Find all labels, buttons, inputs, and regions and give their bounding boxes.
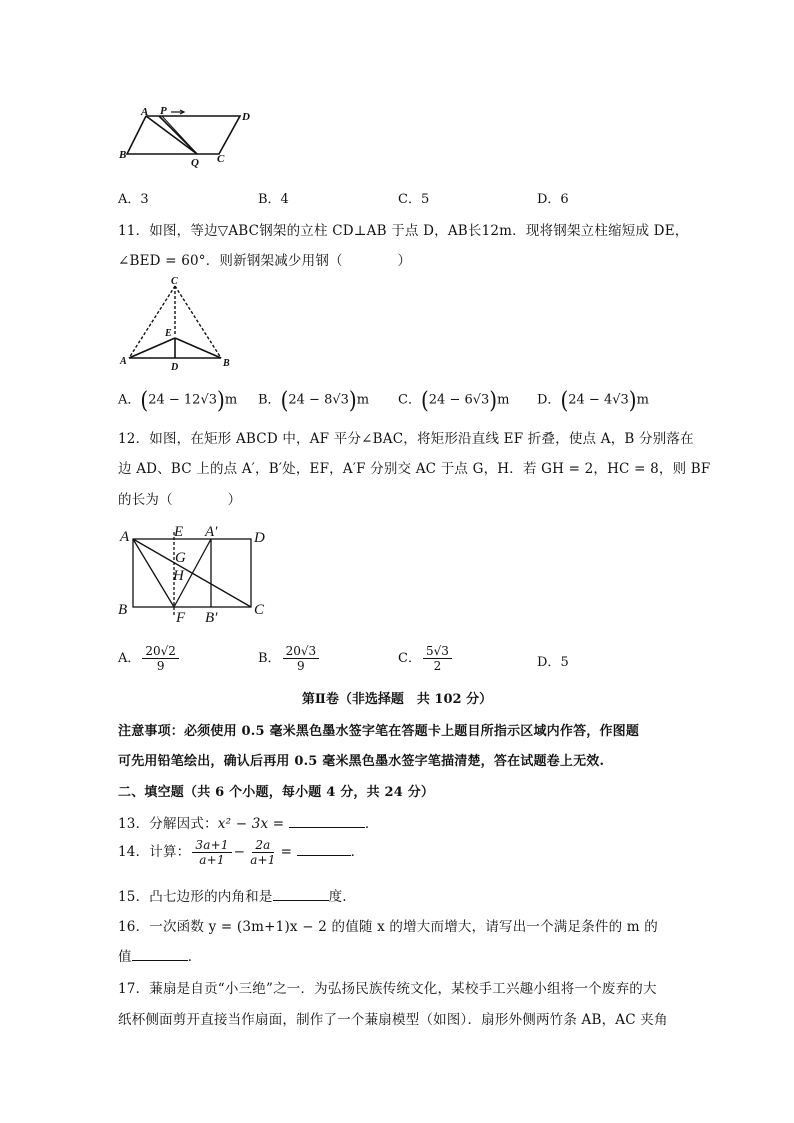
fig-label-d: D: [254, 530, 265, 546]
fig-label-a: A: [120, 356, 127, 367]
q15-text: 15．凸七边形的内角和是 度.: [118, 889, 347, 905]
q10-parallelogram-figure: [115, 104, 255, 170]
q11-option-a: A．(24 − 12√3)m: [118, 386, 238, 414]
q11-triangle-figure: [117, 274, 237, 374]
q10-option-d: D．6: [537, 192, 569, 207]
fig-label-c: C: [254, 602, 265, 618]
q10-option-c: C．5: [398, 192, 430, 207]
q17-text-line2: 纸杯侧面剪开直接当作扇面，制作了一个蒹扇模型（如图）．扇形外侧两竹条 AB，AC 夹角: [118, 1012, 668, 1028]
fig-label-e: E: [165, 328, 172, 339]
q16-text-line1: 16．一次函数 y = (3m+1)x − 2 的值随 x 的增大而增大，请写出一个满足条件的 m 的: [118, 919, 658, 935]
fig-label-e: E: [174, 524, 184, 540]
q11-text-line1: 11．如图，等边▽ABC钢架的立柱 CD⊥AB 于点 D，AB长12m．现将钢架立柱缩短成 DE，: [118, 223, 689, 239]
q12-option-c: C． $\frac{5√3}{2}$: [398, 644, 454, 673]
fig-label-a: A: [141, 106, 149, 118]
answer-blank[interactable]: [273, 900, 329, 901]
q12-text-line3: 的长为（ ）: [118, 492, 242, 508]
q14-text: 14．计算： $\frac{3a+1}{a+1}$ − $\frac{2a}{a+1}$ = ．: [118, 838, 365, 867]
q12-option-b: B． $\frac{20√3}{9}$: [258, 644, 321, 673]
fig-label-b: B: [223, 358, 230, 369]
fig-label-q: Q: [191, 157, 199, 169]
fig-label-p: P: [160, 105, 167, 117]
fig-label-c: C: [171, 276, 178, 287]
fig-label-d: D: [242, 111, 250, 123]
q11-text-line2: ∠BED = 60°．则新钢架减少用钢（ ）: [118, 253, 412, 269]
fig-label-a-prime: A′: [205, 524, 218, 540]
q12-option-a: A． $\frac{20√2}{9}$: [118, 644, 181, 673]
q17-text-line1: 17．蒹扇是自贡“小三绝”之一．为弘扬民族传统文化，某校手工兴趣小组将一个废弃的大: [118, 981, 657, 997]
fig-label-a: A: [120, 529, 130, 545]
q10-option-b: B．4: [258, 192, 289, 207]
fig-label-g: G: [175, 550, 186, 566]
fig-label-c: C: [217, 153, 225, 165]
answer-blank[interactable]: [289, 827, 365, 828]
fig-label-h: H: [173, 568, 184, 584]
q10-option-a: A．3: [118, 192, 149, 207]
section-heading: 二、填空题（共 6 个小题，每小题 4 分，共 24 分）: [118, 785, 435, 800]
q12-option-d: D．5: [537, 655, 569, 670]
q12-rectangle-figure: [116, 524, 276, 628]
q16-text-line2: 值 ．: [118, 949, 202, 965]
fig-label-b-prime: B′: [205, 610, 218, 626]
q12-text-line2: 边 AD、BC 上的点 A′，B′处，EF，A′F 分别交 AC 于点 G，H．若 GH = 2，HC = 8，则 BF: [118, 461, 711, 477]
notice-line1: 注意事项：必须使用 0.5 毫米黑色墨水签字笔在答题卡上题目所指示区域内作答，作图题: [118, 724, 640, 739]
section-title: 第Ⅱ卷（非选择题 共 102 分）: [301, 692, 493, 707]
fig-label-d: D: [171, 362, 179, 373]
q11-option-b: B．(24 − 8√3)m: [258, 386, 370, 414]
fig-label-b: B: [118, 602, 128, 618]
answer-blank[interactable]: [297, 855, 351, 856]
notice-line2: 可先用铅笔绘出，确认后再用 0.5 毫米黑色墨水签字笔描清楚，答在试题卷上无效.: [118, 754, 605, 769]
q11-option-c: C．(24 − 6√3)m: [398, 386, 510, 414]
q12-text-line1: 12．如图，在矩形 ABCD 中，AF 平分∠BAC，将矩形沿直线 EF 折叠，使点 A，B 分别落在: [118, 431, 694, 447]
fig-label-b: B: [119, 149, 127, 161]
fig-label-f: F: [176, 610, 186, 626]
answer-blank[interactable]: [132, 960, 188, 961]
q13-text: 13．分解因式：x² − 3x = ．: [118, 816, 379, 832]
q11-option-d: D．(24 − 4√3)m: [537, 386, 649, 414]
